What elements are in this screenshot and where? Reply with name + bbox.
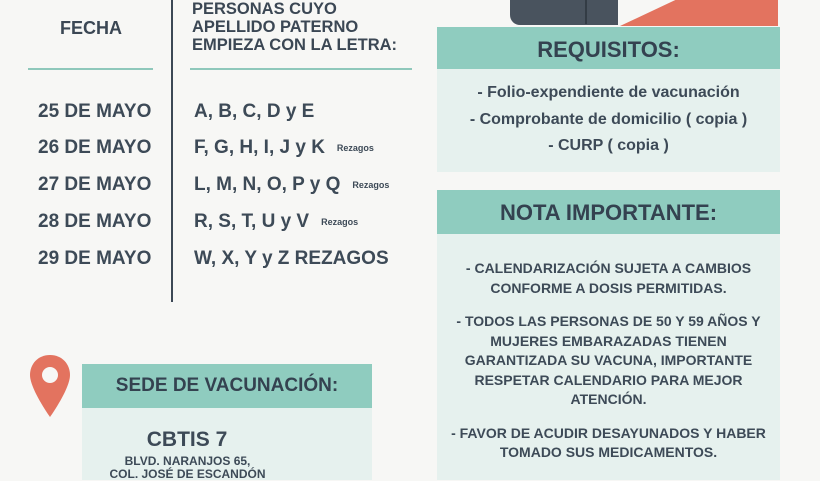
letter-column-header: PERSONAS CUYO APELLIDO PATERNO EMPIEZA CON LA LETRA: (192, 0, 398, 54)
letter-header-underline (190, 68, 412, 70)
nota-text (437, 259, 780, 477)
requisitos-title: REQUISITOS: (437, 27, 780, 69)
date-column-header: FECHA (60, 18, 122, 38)
schedule-letters: R, S, T, U y V Rezagos (194, 211, 359, 232)
requisitos-list (437, 80, 780, 160)
schedule-date: 25 DE MAYO (38, 101, 152, 122)
schedule-date: 27 DE MAYO (38, 174, 152, 195)
schedule-date: 28 DE MAYO (38, 211, 152, 232)
map-pin-icon (28, 353, 72, 424)
schedule-letters: L, M, N, O, P y Q Rezagos (194, 174, 390, 195)
nota-title: NOTA IMPORTANTE: (437, 190, 780, 234)
sede-title: SEDE DE VACUNACIÓN: (82, 364, 372, 408)
rezagos-note: Rezagos (352, 179, 390, 190)
rezagos-note: Rezagos (336, 142, 374, 153)
schedule-letters: F, G, H, I, J y K Rezagos (194, 137, 374, 158)
column-divider (171, 0, 173, 302)
sede-address-line: COL. JOSÉ DE ESCANDÓN (109, 467, 266, 481)
sede-address-line: BLVD. NARANJOS 65, (124, 454, 251, 468)
requisito-item: - CURP ( copia ) (548, 137, 669, 154)
sede-name: CBTIS 7 (146, 428, 228, 451)
schedule-date: 26 DE MAYO (38, 137, 152, 158)
rezagos-note: Rezagos (321, 216, 359, 227)
illustration-jacket (510, 0, 618, 25)
nota-paragraph: - FAVOR DE ACUDIR DESAYUNADOS Y HABER TOMADO SUS MEDICAMENTOS. (451, 424, 766, 460)
nota-paragraph: - TODOS LAS PERSONAS DE 50 Y 59 AÑOS Y MUJERES EMBARAZADAS TIENEN GARANTIZADA SU VACUNA, IMPORTANTE RESPETAR CALENDARIO PARA MEJOR ATENCIÓN. (456, 313, 761, 407)
schedule-letters: A, B, C, D y E (194, 101, 315, 122)
requisito-item: - Folio-expendiente de vacunación (477, 84, 740, 101)
requisito-item: - Comprobante de domicilio ( copia ) (469, 110, 748, 128)
illustration-seam (585, 0, 587, 24)
date-header-underline (28, 68, 153, 70)
nota-paragraph: - CALENDARIZACIÓN SUJETA A CAMBIOS CONFORME A DOSIS PERMITIDAS. (465, 260, 752, 296)
sede-address (100, 455, 275, 481)
illustration-arm (620, 0, 778, 26)
schedule-date: 29 DE MAYO (38, 248, 152, 269)
schedule-letters: W, X, Y y Z REZAGOS (194, 248, 389, 269)
